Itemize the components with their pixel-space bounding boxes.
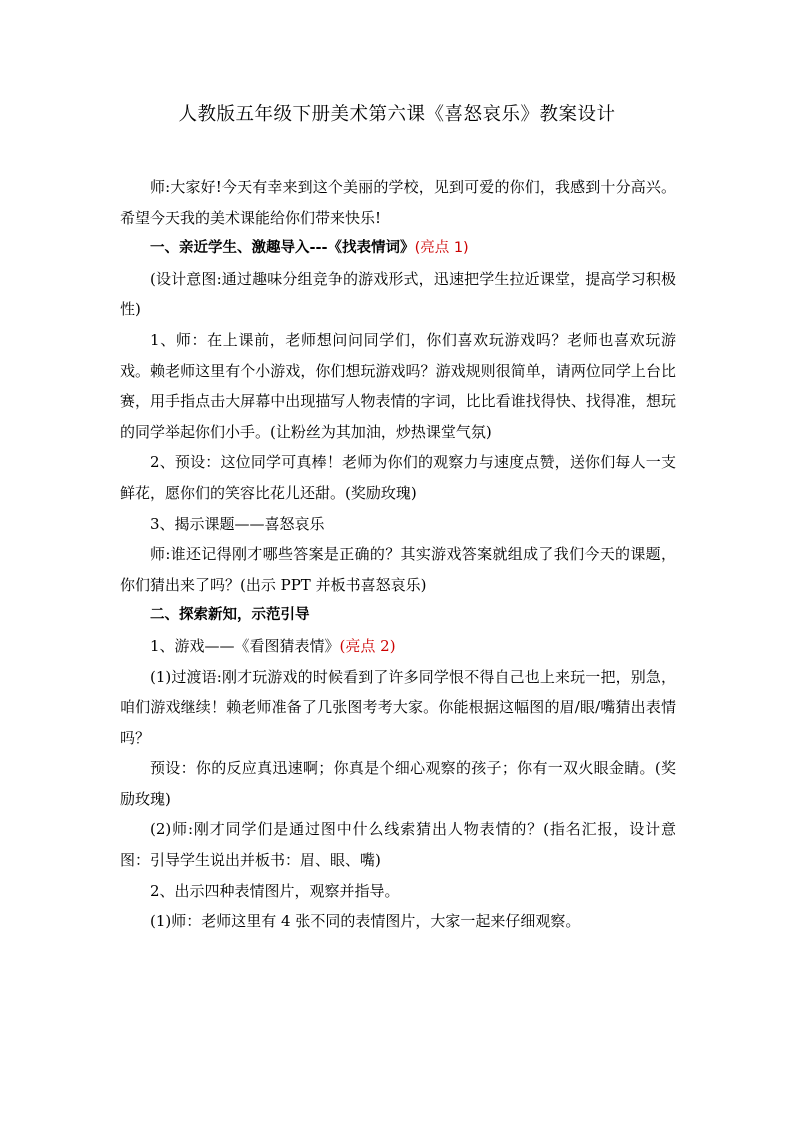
section2-step2-sub1: (1)师：老师这里有 4 张不同的表情图片，大家一起来仔细观察。 — [150, 912, 581, 931]
section1-design-note: (设计意图:通过趣味分组竞争的游戏形式，迅速把学生拉近课堂，提高学习积极性) — [120, 269, 676, 319]
section1-step1: 1、师：在上课前，老师想问问同学们，你们喜欢玩游戏吗？老师也喜欢玩游戏。赖老师这里有个小游戏，你们想玩游戏吗？游戏规则很简单，请两位同学上台比赛，用手指点击大屏幕中出现描写人物表情的字词，比比看谁找得快、找得准，想玩的同学举起你们小手。(让粉丝为其加油，炒热课堂气氛) — [120, 330, 676, 441]
section2-highlight: (亮点 2) — [339, 636, 396, 655]
section1-heading — [120, 233, 676, 264]
document-body — [120, 172, 676, 937]
section2-step2: 2、出示四种表情图片，观察并指导。 — [150, 881, 400, 900]
section1-heading-text: 一、亲近学生、激趣导入---《找表情词》 — [150, 240, 415, 257]
section1-step2: 2、预设：这位同学可真棒！老师为你们的观察力与速度点赞，送你们每人一支鲜花，愿你们的笑容比花儿还甜。(奖励玫瑰) — [120, 453, 676, 502]
section2-sub2: (2)师:刚才同学们是通过图中什么线索猜出人物表情的？(指名汇报，设计意图：引导学生说出并板书：眉、眼、嘴) — [120, 820, 676, 870]
section2-sub1: (1)过渡语:刚才玩游戏的时候看到了许多同学恨不得自己也上来玩一把，别急，咱们游戏继续！赖老师准备了几张图考考大家。你能根据这幅图的眉/眼/嘴猜出表情吗？ — [120, 667, 676, 747]
section1-step3: 3、揭示课题——喜怒哀乐 — [150, 514, 325, 533]
section2-heading: 二、探索新知，示范引导 — [150, 607, 310, 624]
intro-paragraph: 师:大家好!今天有幸来到这个美丽的学校，见到可爱的你们，我感到十分高兴。希望今天我的美术课能给你们带来快乐! — [120, 178, 676, 227]
section2-game-line — [120, 631, 676, 662]
section2-preset: 预设：你的反应真迅速啊；你真是个细心观察的孩子；你有一双火眼金睛。(奖励玫瑰) — [120, 759, 676, 808]
section2-game-label: 1、游戏——《看图猜表情》 — [150, 636, 340, 655]
document-title: 人教版五年级下册美术第六课《喜怒哀乐》教案设计 — [178, 104, 616, 125]
section1-highlight: (亮点 1) — [414, 240, 469, 257]
section1-step3-text: 师:谁还记得刚才哪些答案是正确的？其实游戏答案就组成了我们今天的课题，你们猜出来了吗？(出示 PPT 并板书喜怒哀乐) — [120, 545, 676, 594]
